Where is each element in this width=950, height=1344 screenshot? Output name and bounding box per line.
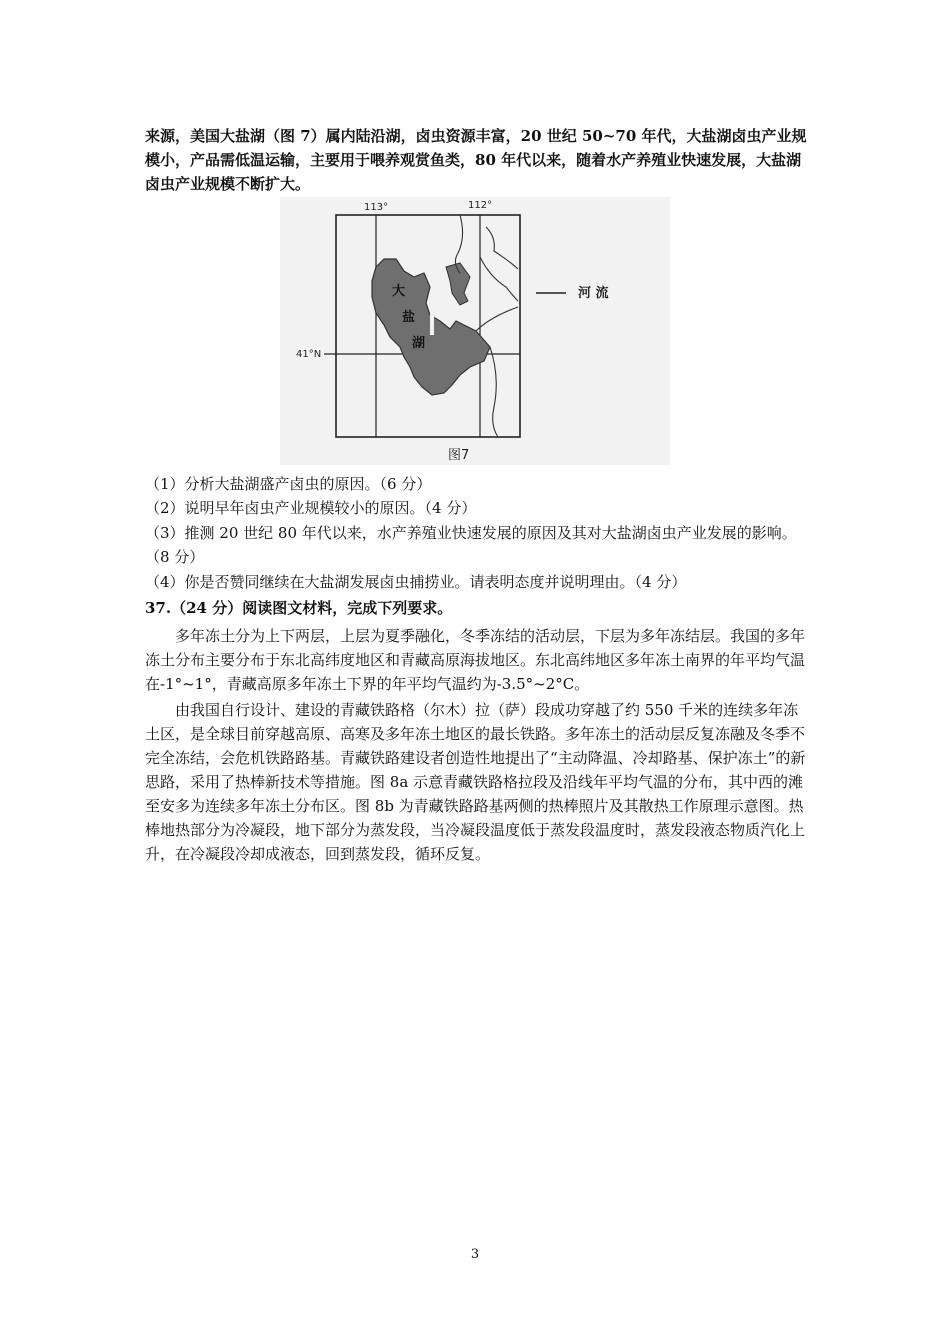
intro-paragraph: 来源，美国大盐湖（图 7）属内陆沿湖，卤虫资源丰富，20 世纪 50~70 年代，大盐湖卤虫产业规模小，产品需低温运输，主要用于喂养观赏鱼类，80 年代以来，随着水产养殖业快速发展，大盐湖卤虫产业规模不断扩大。 [145, 127, 807, 193]
lake-label-2: 盐 [402, 310, 416, 325]
q37-paragraph-2: 由我国自行设计、建设的青藏铁路格（尔木）拉（萨）段成功穿越了约 550 千米的连续多年冻土区，是全球目前穿越高原、高寒及多年冻土地区的最长铁路。多年冻土的活动层反复冻融及冬季不完全冻结，会危机铁路路基。青藏铁路建设者创造性地提出了“主动降温、冷却路基、保护冻土”的新思路，采用了热棒新技术等措施。图 8a 示意青藏铁路格拉段及沿线年平均气温的分布，其中西的滩至安多为连续多年冻土分布区。图 8b 为青藏铁路路基两侧的热棒照片及其散热工作原理示意图。热棒地热部分为冷凝段，地下部分为蒸发段，当冷凝段温度低于蒸发段温度时，蒸发段液态物质汽化上升，在冷凝段冷却成液态，回到蒸发段，循环反复。 [145, 701, 806, 863]
river-northeast [486, 227, 518, 269]
q37-paragraph-1: 多年冻土分为上下两层，上层为夏季融化，冬季冻结的活动层，下层为多年冻结层。我国的多年冻土分布主要分布于东北高纬度地区和青藏高原海拔地区。东北高纬地区多年冻土南界的年平均气温在-1°~1°，青藏高原多年冻土下界的年平均气温约为-3.5°~2°C。 [145, 627, 806, 693]
question-3: （3）推测 20 世纪 80 年代以来，水产养殖业快速发展的原因及其对大盐湖卤虫产业发展的影响。（8 分） [145, 524, 797, 566]
label-113: 113° [364, 202, 389, 213]
map-svg [280, 197, 670, 465]
q37-heading: 37.（24 分）阅读图文材料，完成下列要求。 [145, 599, 453, 617]
legend-river-label: 河 流 [578, 286, 609, 301]
great-salt-lake-map [280, 197, 670, 465]
question-4: （4）你是否赞同继续在大盐湖发展卤虫捕捞业。请表明态度并说明理由。（4 分） [145, 573, 687, 591]
page-number: 3 [470, 1247, 480, 1262]
label-41n: 41°N [296, 349, 322, 360]
river-inlet [476, 307, 518, 331]
question-1: （1）分析大盐湖盛产卤虫的原因。（6 分） [145, 475, 432, 493]
lake-peninsula [430, 293, 434, 335]
lake-label-3: 湖 [412, 336, 426, 351]
lake-label-1: 大 [392, 284, 406, 299]
label-112: 112° [468, 200, 493, 211]
figure-caption: 图7 [448, 448, 470, 463]
question-2: （2）说明早年卤虫产业规模较小的原因。（4 分） [145, 499, 477, 517]
river-south [490, 347, 498, 437]
